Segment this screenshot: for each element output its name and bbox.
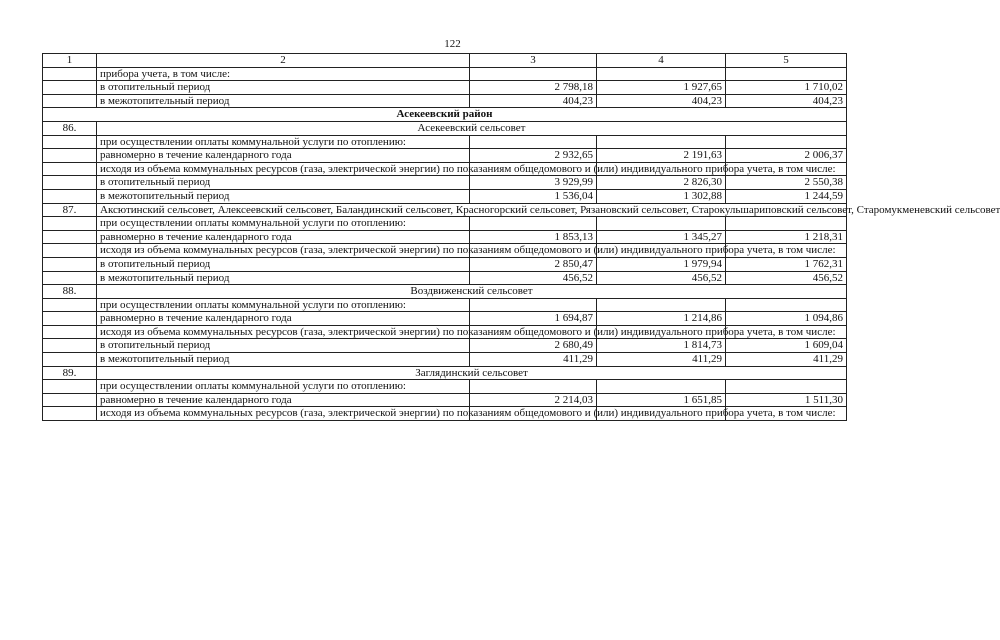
header-col-1: 1 (43, 54, 97, 68)
value-col-5 (726, 298, 847, 312)
row-description: исходя из объема коммунальных ресурсов (газа, электрической энергии) по показаниям общедомового и (или) индивидуального прибора учета, в том числе: (97, 325, 470, 339)
row-description: равномерно в течение календарного года (97, 149, 470, 163)
value-col-3: 1 694,87 (470, 312, 597, 326)
section-title: Аксютинский сельсовет, Алексеевский сельсовет, Баландинский сельсовет, Красногорский сельсовет, Рязановский сельсовет, Старокульшариповский сельсовет, Старомукменевский сельсовет (97, 203, 847, 217)
section-number: 89. (43, 366, 97, 380)
value-col-4: 456,52 (597, 271, 726, 285)
section-number: 88. (43, 285, 97, 299)
value-col-3: 2 850,47 (470, 257, 597, 271)
value-col-4: 1 214,86 (597, 312, 726, 326)
section-number: 87. (43, 203, 97, 217)
value-col-5 (726, 380, 847, 394)
row-number-cell (43, 149, 97, 163)
value-col-4: 1 927,65 (597, 81, 726, 95)
table-row (43, 135, 847, 149)
value-col-5: 2 550,38 (726, 176, 847, 190)
row-number-cell (43, 380, 97, 394)
value-col-5 (726, 67, 847, 81)
table-row (43, 189, 847, 203)
header-col-5: 5 (726, 54, 847, 68)
value-col-4: 2 191,63 (597, 149, 726, 163)
table-row (43, 217, 847, 231)
table-row (43, 407, 847, 421)
table-row (43, 325, 847, 339)
value-col-5: 411,29 (726, 353, 847, 367)
value-col-5: 1 094,86 (726, 312, 847, 326)
table-row (43, 312, 847, 326)
tariff-table (42, 53, 1000, 421)
value-col-4: 1 651,85 (597, 393, 726, 407)
header-col-3: 3 (470, 54, 597, 68)
region-row (43, 108, 847, 122)
row-number-cell (43, 312, 97, 326)
row-number-cell (43, 298, 97, 312)
table-row (43, 353, 847, 367)
value-col-3 (470, 380, 597, 394)
row-number-cell (43, 189, 97, 203)
row-number-cell (43, 407, 97, 421)
value-col-3: 456,52 (470, 271, 597, 285)
table-row (43, 257, 847, 271)
value-col-3 (470, 217, 597, 231)
row-description: при осуществлении оплаты коммунальной услуги по отоплению: (97, 380, 470, 394)
row-description: исходя из объема коммунальных ресурсов (газа, электрической энергии) по показаниям общедомового и (или) индивидуального прибора учета, в том числе: (97, 407, 470, 421)
value-col-3: 2 798,18 (470, 81, 597, 95)
value-col-5: 1 762,31 (726, 257, 847, 271)
section-title: Воздвиженский сельсовет (97, 285, 847, 299)
row-description: равномерно в течение календарного года (97, 393, 470, 407)
table-header-row (43, 54, 847, 68)
table-row (43, 271, 847, 285)
table-row (43, 149, 847, 163)
table-row (43, 94, 847, 108)
row-number-cell (43, 339, 97, 353)
row-number-cell (43, 67, 97, 81)
row-number-cell (43, 257, 97, 271)
table-row (43, 339, 847, 353)
header-col-4: 4 (597, 54, 726, 68)
section-number: 86. (43, 121, 97, 135)
section-header-row (43, 285, 847, 299)
row-description: равномерно в течение календарного года (97, 312, 470, 326)
value-col-4 (597, 380, 726, 394)
section-title: Асекеевский сельсовет (97, 121, 847, 135)
value-col-5: 1 710,02 (726, 81, 847, 95)
section-title: Заглядинский сельсовет (97, 366, 847, 380)
table-row (43, 176, 847, 190)
value-col-5 (726, 135, 847, 149)
row-description: в отопительный период (97, 81, 470, 95)
value-col-5 (726, 217, 847, 231)
row-number-cell (43, 244, 97, 258)
row-number-cell (43, 162, 97, 176)
value-col-3: 1 853,13 (470, 230, 597, 244)
value-col-3 (470, 298, 597, 312)
value-col-4: 1 302,88 (597, 189, 726, 203)
row-description: в межотопительный период (97, 353, 470, 367)
value-col-4 (597, 67, 726, 81)
table-row (43, 81, 847, 95)
table-row (43, 230, 847, 244)
row-number-cell (43, 353, 97, 367)
value-col-5: 1 218,31 (726, 230, 847, 244)
value-col-5: 456,52 (726, 271, 847, 285)
row-description: при осуществлении оплаты коммунальной услуги по отоплению: (97, 298, 470, 312)
tariff-table-body (43, 54, 1000, 421)
row-description: при осуществлении оплаты коммунальной услуги по отоплению: (97, 217, 470, 231)
value-col-4: 411,29 (597, 353, 726, 367)
table-row (43, 393, 847, 407)
value-col-3: 2 214,03 (470, 393, 597, 407)
table-row (43, 162, 847, 176)
row-number-cell (43, 230, 97, 244)
row-number-cell (43, 94, 97, 108)
row-description: в отопительный период (97, 176, 470, 190)
row-description: в отопительный период (97, 257, 470, 271)
value-col-4 (597, 135, 726, 149)
row-description: в отопительный период (97, 339, 470, 353)
section-header-row (43, 366, 847, 380)
table-row (43, 244, 847, 258)
value-col-3: 3 929,99 (470, 176, 597, 190)
section-header-row (43, 203, 847, 217)
value-col-3 (470, 67, 597, 81)
row-number-cell (43, 176, 97, 190)
row-description: в межотопительный период (97, 94, 470, 108)
value-col-4: 1 814,73 (597, 339, 726, 353)
section-header-row (43, 121, 847, 135)
value-col-4: 1 979,94 (597, 257, 726, 271)
value-col-5: 1 609,04 (726, 339, 847, 353)
row-number-cell (43, 217, 97, 231)
table-row (43, 298, 847, 312)
row-number-cell (43, 271, 97, 285)
value-col-4: 2 826,30 (597, 176, 726, 190)
header-col-2: 2 (97, 54, 470, 68)
value-col-4: 1 345,27 (597, 230, 726, 244)
value-col-4 (597, 217, 726, 231)
table-row (43, 67, 847, 81)
row-description: при осуществлении оплаты коммунальной услуги по отоплению: (97, 135, 470, 149)
value-col-3: 2 680,49 (470, 339, 597, 353)
value-col-3 (470, 135, 597, 149)
row-description: равномерно в течение календарного года (97, 230, 470, 244)
value-col-5: 404,23 (726, 94, 847, 108)
value-col-3: 404,23 (470, 94, 597, 108)
row-description: в межотопительный период (97, 271, 470, 285)
row-number-cell (43, 135, 97, 149)
row-description: исходя из объема коммунальных ресурсов (газа, электрической энергии) по показаниям общедомового и (или) индивидуального прибора учета, в том числе: (97, 162, 470, 176)
row-description: в межотопительный период (97, 189, 470, 203)
row-number-cell (43, 81, 97, 95)
row-number-cell (43, 325, 97, 339)
value-col-4 (597, 298, 726, 312)
table-row (43, 380, 847, 394)
value-col-3: 1 536,04 (470, 189, 597, 203)
value-col-4: 404,23 (597, 94, 726, 108)
row-description: прибора учета, в том числе: (97, 67, 470, 81)
value-col-3: 411,29 (470, 353, 597, 367)
row-description: исходя из объема коммунальных ресурсов (газа, электрической энергии) по показаниям общедомового и (или) индивидуального прибора учета, в том числе: (97, 244, 470, 258)
value-col-5: 1 511,30 (726, 393, 847, 407)
page-number: 122 (444, 38, 461, 50)
value-col-5: 2 006,37 (726, 149, 847, 163)
value-col-5: 1 244,59 (726, 189, 847, 203)
value-col-3: 2 932,65 (470, 149, 597, 163)
row-number-cell (43, 393, 97, 407)
region-title: Асекеевский район (43, 108, 847, 122)
